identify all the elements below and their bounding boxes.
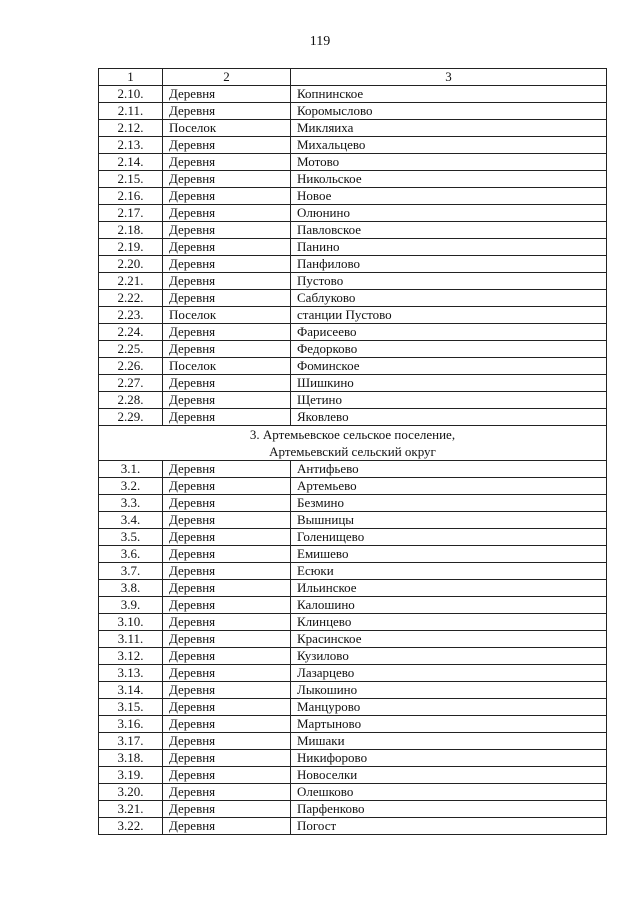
table-row [99,154,607,171]
settlement-name: Клинцево [291,614,607,631]
settlement-type: Поселок [163,307,291,324]
row-number: 2.27. [99,375,163,392]
row-number: 2.13. [99,137,163,154]
table-row [99,120,607,137]
settlement-name: Манцурово [291,699,607,716]
table-row [99,801,607,818]
settlement-type: Деревня [163,563,291,580]
settlement-type: Поселок [163,358,291,375]
row-number: 3.22. [99,818,163,835]
table-row [99,478,607,495]
settlement-name: Саблуково [291,290,607,307]
row-number: 2.23. [99,307,163,324]
row-number: 2.25. [99,341,163,358]
settlement-name: Емишево [291,546,607,563]
settlement-name: Щетино [291,392,607,409]
table-row [99,137,607,154]
settlement-name: Михальцево [291,137,607,154]
table-row [99,375,607,392]
row-number: 2.10. [99,86,163,103]
settlement-name: Новоселки [291,767,607,784]
settlement-type: Деревня [163,392,291,409]
row-number: 2.18. [99,222,163,239]
settlement-name: Панфилово [291,256,607,273]
row-number: 3.20. [99,784,163,801]
row-number: 3.2. [99,478,163,495]
settlement-type: Деревня [163,818,291,835]
settlement-type: Деревня [163,461,291,478]
settlement-name: Антифьево [291,461,607,478]
settlement-name: Красинское [291,631,607,648]
settlement-name: Коромыслово [291,103,607,120]
row-number: 3.21. [99,801,163,818]
row-number: 3.7. [99,563,163,580]
settlement-name: Фарисеево [291,324,607,341]
settlement-name: Голенищево [291,529,607,546]
settlement-name: Лыкошино [291,682,607,699]
settlement-type: Деревня [163,495,291,512]
table-row [99,307,607,324]
settlement-name: Лазарцево [291,665,607,682]
row-number: 2.14. [99,154,163,171]
settlement-name: Пустово [291,273,607,290]
settlement-name: Погост [291,818,607,835]
row-number: 3.12. [99,648,163,665]
settlement-name: Мотово [291,154,607,171]
table-row [99,188,607,205]
settlement-type: Деревня [163,597,291,614]
table-row [99,171,607,188]
table-row [99,750,607,767]
settlement-type: Деревня [163,750,291,767]
settlement-type: Деревня [163,665,291,682]
settlement-type: Деревня [163,682,291,699]
settlement-type: Деревня [163,290,291,307]
settlement-name: Мартыново [291,716,607,733]
settlement-name: Калошино [291,597,607,614]
column-header-3: 3 [291,69,607,86]
row-number: 3.10. [99,614,163,631]
row-number: 2.19. [99,239,163,256]
settlement-type: Деревня [163,205,291,222]
settlement-type: Деревня [163,188,291,205]
settlement-type: Деревня [163,137,291,154]
row-number: 2.12. [99,120,163,137]
table-row [99,818,607,835]
table-row [99,665,607,682]
settlement-type: Деревня [163,222,291,239]
table-row [99,392,607,409]
settlement-type: Деревня [163,324,291,341]
page-number: 119 [309,34,331,49]
settlement-type: Деревня [163,256,291,273]
row-number: 3.17. [99,733,163,750]
column-header-1: 1 [99,69,163,86]
settlement-type: Деревня [163,86,291,103]
settlement-name: станции Пустово [291,307,607,324]
settlement-name: Парфенково [291,801,607,818]
settlement-name: Вышницы [291,512,607,529]
settlement-name: Копнинское [291,86,607,103]
row-number: 2.15. [99,171,163,188]
column-header-2: 2 [163,69,291,86]
settlement-type: Деревня [163,375,291,392]
settlement-name: Олешково [291,784,607,801]
table-row [99,614,607,631]
row-number: 2.11. [99,103,163,120]
table-row [99,341,607,358]
settlements-table [98,68,607,835]
table-row [99,733,607,750]
table-row [99,290,607,307]
settlement-type: Деревня [163,529,291,546]
settlement-name: Микляиха [291,120,607,137]
row-number: 2.16. [99,188,163,205]
row-number: 3.6. [99,546,163,563]
settlement-name: Артемьево [291,478,607,495]
row-number: 2.24. [99,324,163,341]
row-number: 2.20. [99,256,163,273]
table-row [99,358,607,375]
table-row [99,546,607,563]
row-number: 3.16. [99,716,163,733]
table-row [99,495,607,512]
settlement-type: Деревня [163,784,291,801]
settlement-type: Деревня [163,478,291,495]
row-number: 3.8. [99,580,163,597]
settlement-type: Деревня [163,103,291,120]
row-number: 3.19. [99,767,163,784]
table-row [99,461,607,478]
settlement-name: Безмино [291,495,607,512]
row-number: 3.13. [99,665,163,682]
settlement-type: Деревня [163,801,291,818]
table-row [99,273,607,290]
row-number: 3.5. [99,529,163,546]
settlement-name: Фоминское [291,358,607,375]
section-heading-row [99,426,607,461]
table-row [99,409,607,426]
row-number: 2.17. [99,205,163,222]
settlement-name: Шишкино [291,375,607,392]
table-row [99,239,607,256]
settlement-name: Павловское [291,222,607,239]
table-row [99,529,607,546]
settlement-name: Федорково [291,341,607,358]
table-header-row [99,69,607,86]
settlement-type: Деревня [163,716,291,733]
table-row [99,563,607,580]
table-row [99,648,607,665]
table-row [99,222,607,239]
row-number: 2.26. [99,358,163,375]
table-row [99,716,607,733]
row-number: 3.9. [99,597,163,614]
settlement-type: Деревня [163,631,291,648]
settlement-type: Деревня [163,154,291,171]
section-heading-line-1: 3. Артемьевское сельское поселение, [249,427,456,442]
settlement-name: Никольское [291,171,607,188]
settlement-name: Новое [291,188,607,205]
settlement-type: Деревня [163,409,291,426]
row-number: 3.4. [99,512,163,529]
settlement-type: Поселок [163,120,291,137]
table-row [99,205,607,222]
settlement-type: Деревня [163,614,291,631]
settlement-type: Деревня [163,699,291,716]
table-row [99,767,607,784]
row-number: 2.29. [99,409,163,426]
settlement-type: Деревня [163,648,291,665]
settlement-name: Панино [291,239,607,256]
table-row [99,631,607,648]
row-number: 3.18. [99,750,163,767]
settlement-type: Деревня [163,733,291,750]
settlement-name: Никифорово [291,750,607,767]
row-number: 2.22. [99,290,163,307]
table-row [99,324,607,341]
section-heading-line-2: Артемьевский сельский округ [269,444,436,459]
table-row [99,699,607,716]
table-row [99,86,607,103]
settlement-name: Мишаки [291,733,607,750]
settlement-type: Деревня [163,171,291,188]
row-number: 3.11. [99,631,163,648]
row-number: 3.3. [99,495,163,512]
settlement-type: Деревня [163,767,291,784]
table-row [99,784,607,801]
table-row [99,580,607,597]
settlement-name: Ильинское [291,580,607,597]
settlement-name: Яковлево [291,409,607,426]
row-number: 3.15. [99,699,163,716]
row-number: 3.1. [99,461,163,478]
table-row [99,103,607,120]
table-row [99,597,607,614]
settlement-type: Деревня [163,341,291,358]
settlement-type: Деревня [163,239,291,256]
settlement-type: Деревня [163,546,291,563]
section-heading [99,426,607,461]
row-number: 3.14. [99,682,163,699]
row-number: 2.21. [99,273,163,290]
settlement-name: Кузилово [291,648,607,665]
table-row [99,512,607,529]
settlement-type: Деревня [163,580,291,597]
row-number: 2.28. [99,392,163,409]
settlement-type: Деревня [163,512,291,529]
table-row [99,682,607,699]
settlement-name: Есюки [291,563,607,580]
settlement-type: Деревня [163,273,291,290]
settlement-name: Олюнино [291,205,607,222]
table-row [99,256,607,273]
